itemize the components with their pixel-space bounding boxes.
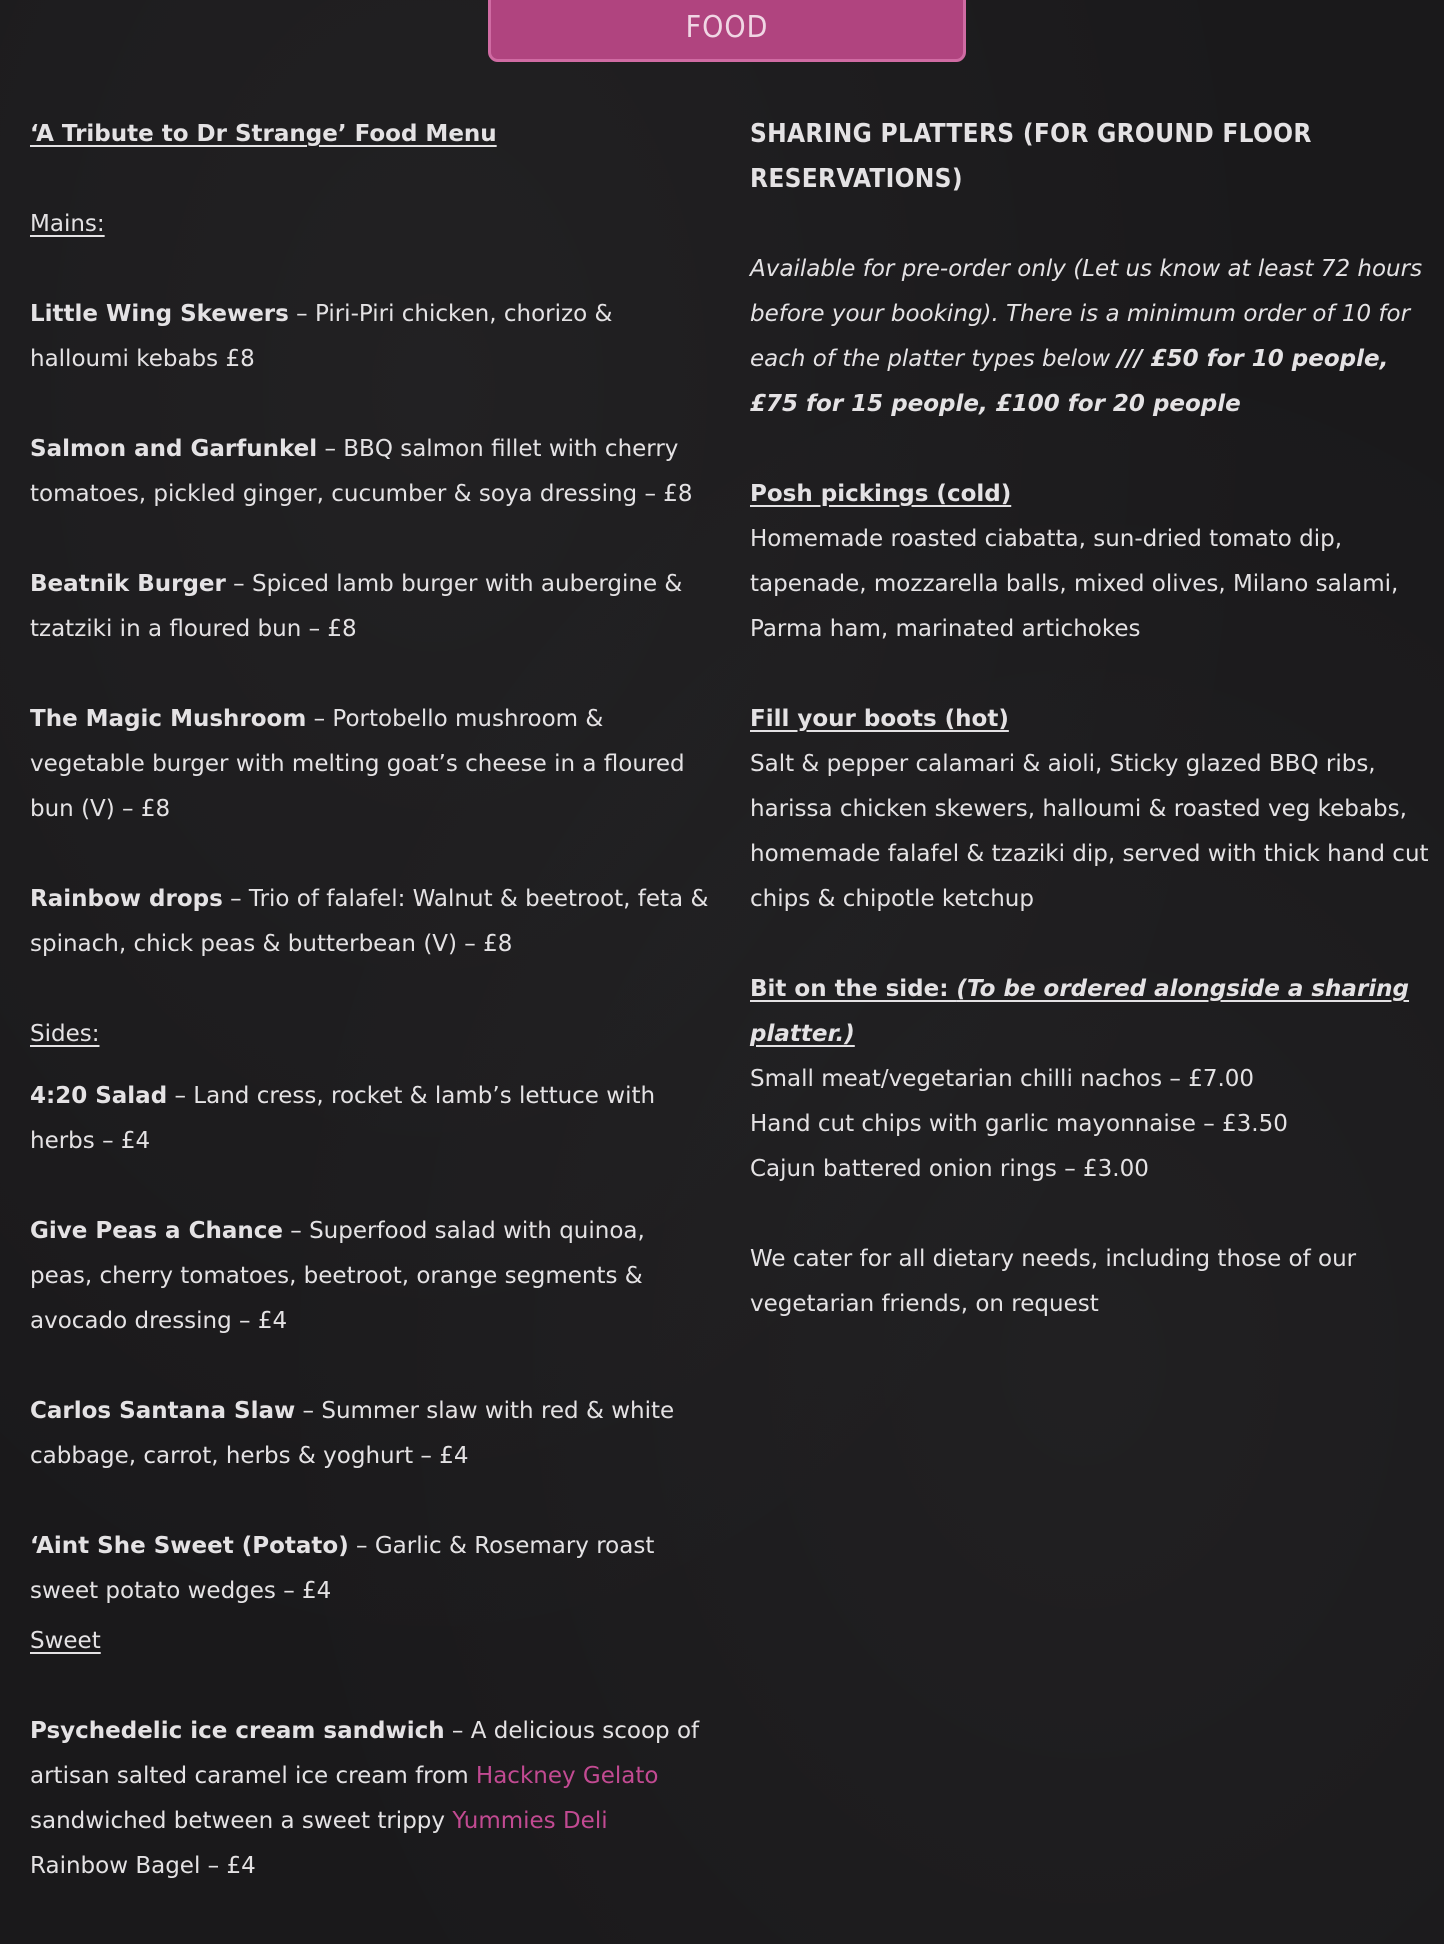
item-name: Rainbow drops <box>30 886 223 912</box>
item-description: – Spiced lamb burger with aubergine & tzatziki in a floured bun – £8 <box>30 571 683 642</box>
sharing-platters-column <box>750 112 1430 1327</box>
fill-your-boots-body: Salt & pepper calamari & aioli, Sticky glazed BBQ ribs, harissa chicken skewers, halloumi & roasted veg kebabs, homemade falafel & tzaziki dip, served with thick hand cut chips & chipotle ketchup <box>750 751 1429 912</box>
menu-item <box>30 697 710 832</box>
sharing-platters-title: SHARING PLATTERS (FOR GROUND FLOOR RESERVATIONS) <box>750 119 1312 194</box>
side-item: Small meat/vegetarian chilli nachos – £7.00 <box>750 1066 1255 1092</box>
menu-item <box>30 1389 710 1479</box>
fill-your-boots-heading: Fill your boots (hot) <box>750 706 1009 732</box>
sides-heading: Sides: <box>30 1021 100 1047</box>
item-name: 4:20 Salad <box>30 1083 168 1109</box>
sweet-heading: Sweet <box>30 1628 101 1654</box>
menu-item <box>30 1524 710 1614</box>
bit-on-the-side-heading <box>750 967 1430 1057</box>
menu-item <box>30 1209 710 1344</box>
item-description: – Land cress, rocket & lamb’s lettuce with herbs – £4 <box>30 1083 656 1154</box>
item-name: Salmon and Garfunkel <box>30 436 318 462</box>
item-name: ‘Aint She Sweet (Potato) <box>30 1533 349 1559</box>
side-item: Cajun battered onion rings – £3.00 <box>750 1156 1149 1182</box>
fill-your-boots-section <box>750 697 1430 922</box>
dietary-note: We cater for all dietary needs, including those of our vegetarian friends, on request <box>750 1246 1357 1317</box>
item-description: – Portobello mushroom & vegetable burger with melting goat’s cheese in a floured bun (V) – £8 <box>30 706 685 822</box>
posh-pickings-body: Homemade roasted ciabatta, sun-dried tomato dip, tapenade, mozzarella balls, mixed olives, Milano salami, Parma ham, marinated artichokes <box>750 526 1399 642</box>
intro-prices: /// £50 for 10 people, £75 for 15 people, £100 for 20 people <box>750 346 1389 417</box>
yummies-deli-link[interactable]: Yummies Deli <box>452 1808 608 1834</box>
item-name: Little Wing Skewers <box>30 301 289 327</box>
platters-intro <box>750 247 1430 427</box>
item-description: – Piri-Piri chicken, chorizo & halloumi kebabs £8 <box>30 301 613 372</box>
item-description: – Summer slaw with red & white cabbage, carrot, herbs & yoghurt – £4 <box>30 1398 675 1469</box>
item-name: The Magic Mushroom <box>30 706 307 732</box>
item-description: – Garlic & Rosemary roast sweet potato wedges – £4 <box>30 1533 655 1604</box>
menu-item <box>30 292 710 382</box>
posh-pickings-heading: Posh pickings (cold) <box>750 481 1012 507</box>
side-heading-note: (To be ordered alongside a sharing platter.) <box>750 976 1410 1047</box>
menu-item <box>30 877 710 967</box>
item-description: – BBQ salmon fillet with cherry tomatoes, pickled ginger, cucumber & soya dressing – £8 <box>30 436 693 507</box>
menu-item <box>30 1709 710 1889</box>
side-item: Hand cut chips with garlic mayonnaise – £3.50 <box>750 1111 1288 1137</box>
food-tab-label: FOOD <box>685 10 769 45</box>
side-heading-text: Bit on the side: <box>750 976 957 1002</box>
mains-heading: Mains: <box>30 211 105 237</box>
item-name: Psychedelic ice cream sandwich <box>30 1718 445 1744</box>
menu-item <box>30 562 710 652</box>
item-description: sandwiched between a sweet trippy <box>30 1808 453 1834</box>
bit-on-the-side-section <box>750 967 1430 1192</box>
hackney-gelato-link[interactable]: Hackney Gelato <box>475 1763 659 1789</box>
menu-title: ‘A Tribute to Dr Strange’ Food Menu <box>30 121 497 147</box>
food-tab[interactable] <box>488 0 966 62</box>
intro-text: Available for pre-order only (Let us know at least 72 hours before your booking). There is a minimum order of 10 for each of the platter types below <box>750 256 1423 372</box>
menu-item <box>30 1074 710 1164</box>
food-menu-column <box>30 112 710 1934</box>
item-name: Give Peas a Chance <box>30 1218 283 1244</box>
item-description: – A delicious scoop of artisan salted caramel ice cream from <box>30 1718 700 1789</box>
item-description: Rainbow Bagel – £4 <box>30 1853 256 1879</box>
item-description: – Trio of falafel: Walnut & beetroot, feta & spinach, chick peas & butterbean (V) – £8 <box>30 886 709 957</box>
item-name: Beatnik Burger <box>30 571 226 597</box>
item-name: Carlos Santana Slaw <box>30 1398 296 1424</box>
item-description: – Superfood salad with quinoa, peas, cherry tomatoes, beetroot, orange segments & avocado dressing – £4 <box>30 1218 645 1334</box>
posh-pickings-section <box>750 472 1430 652</box>
menu-item <box>30 427 710 517</box>
